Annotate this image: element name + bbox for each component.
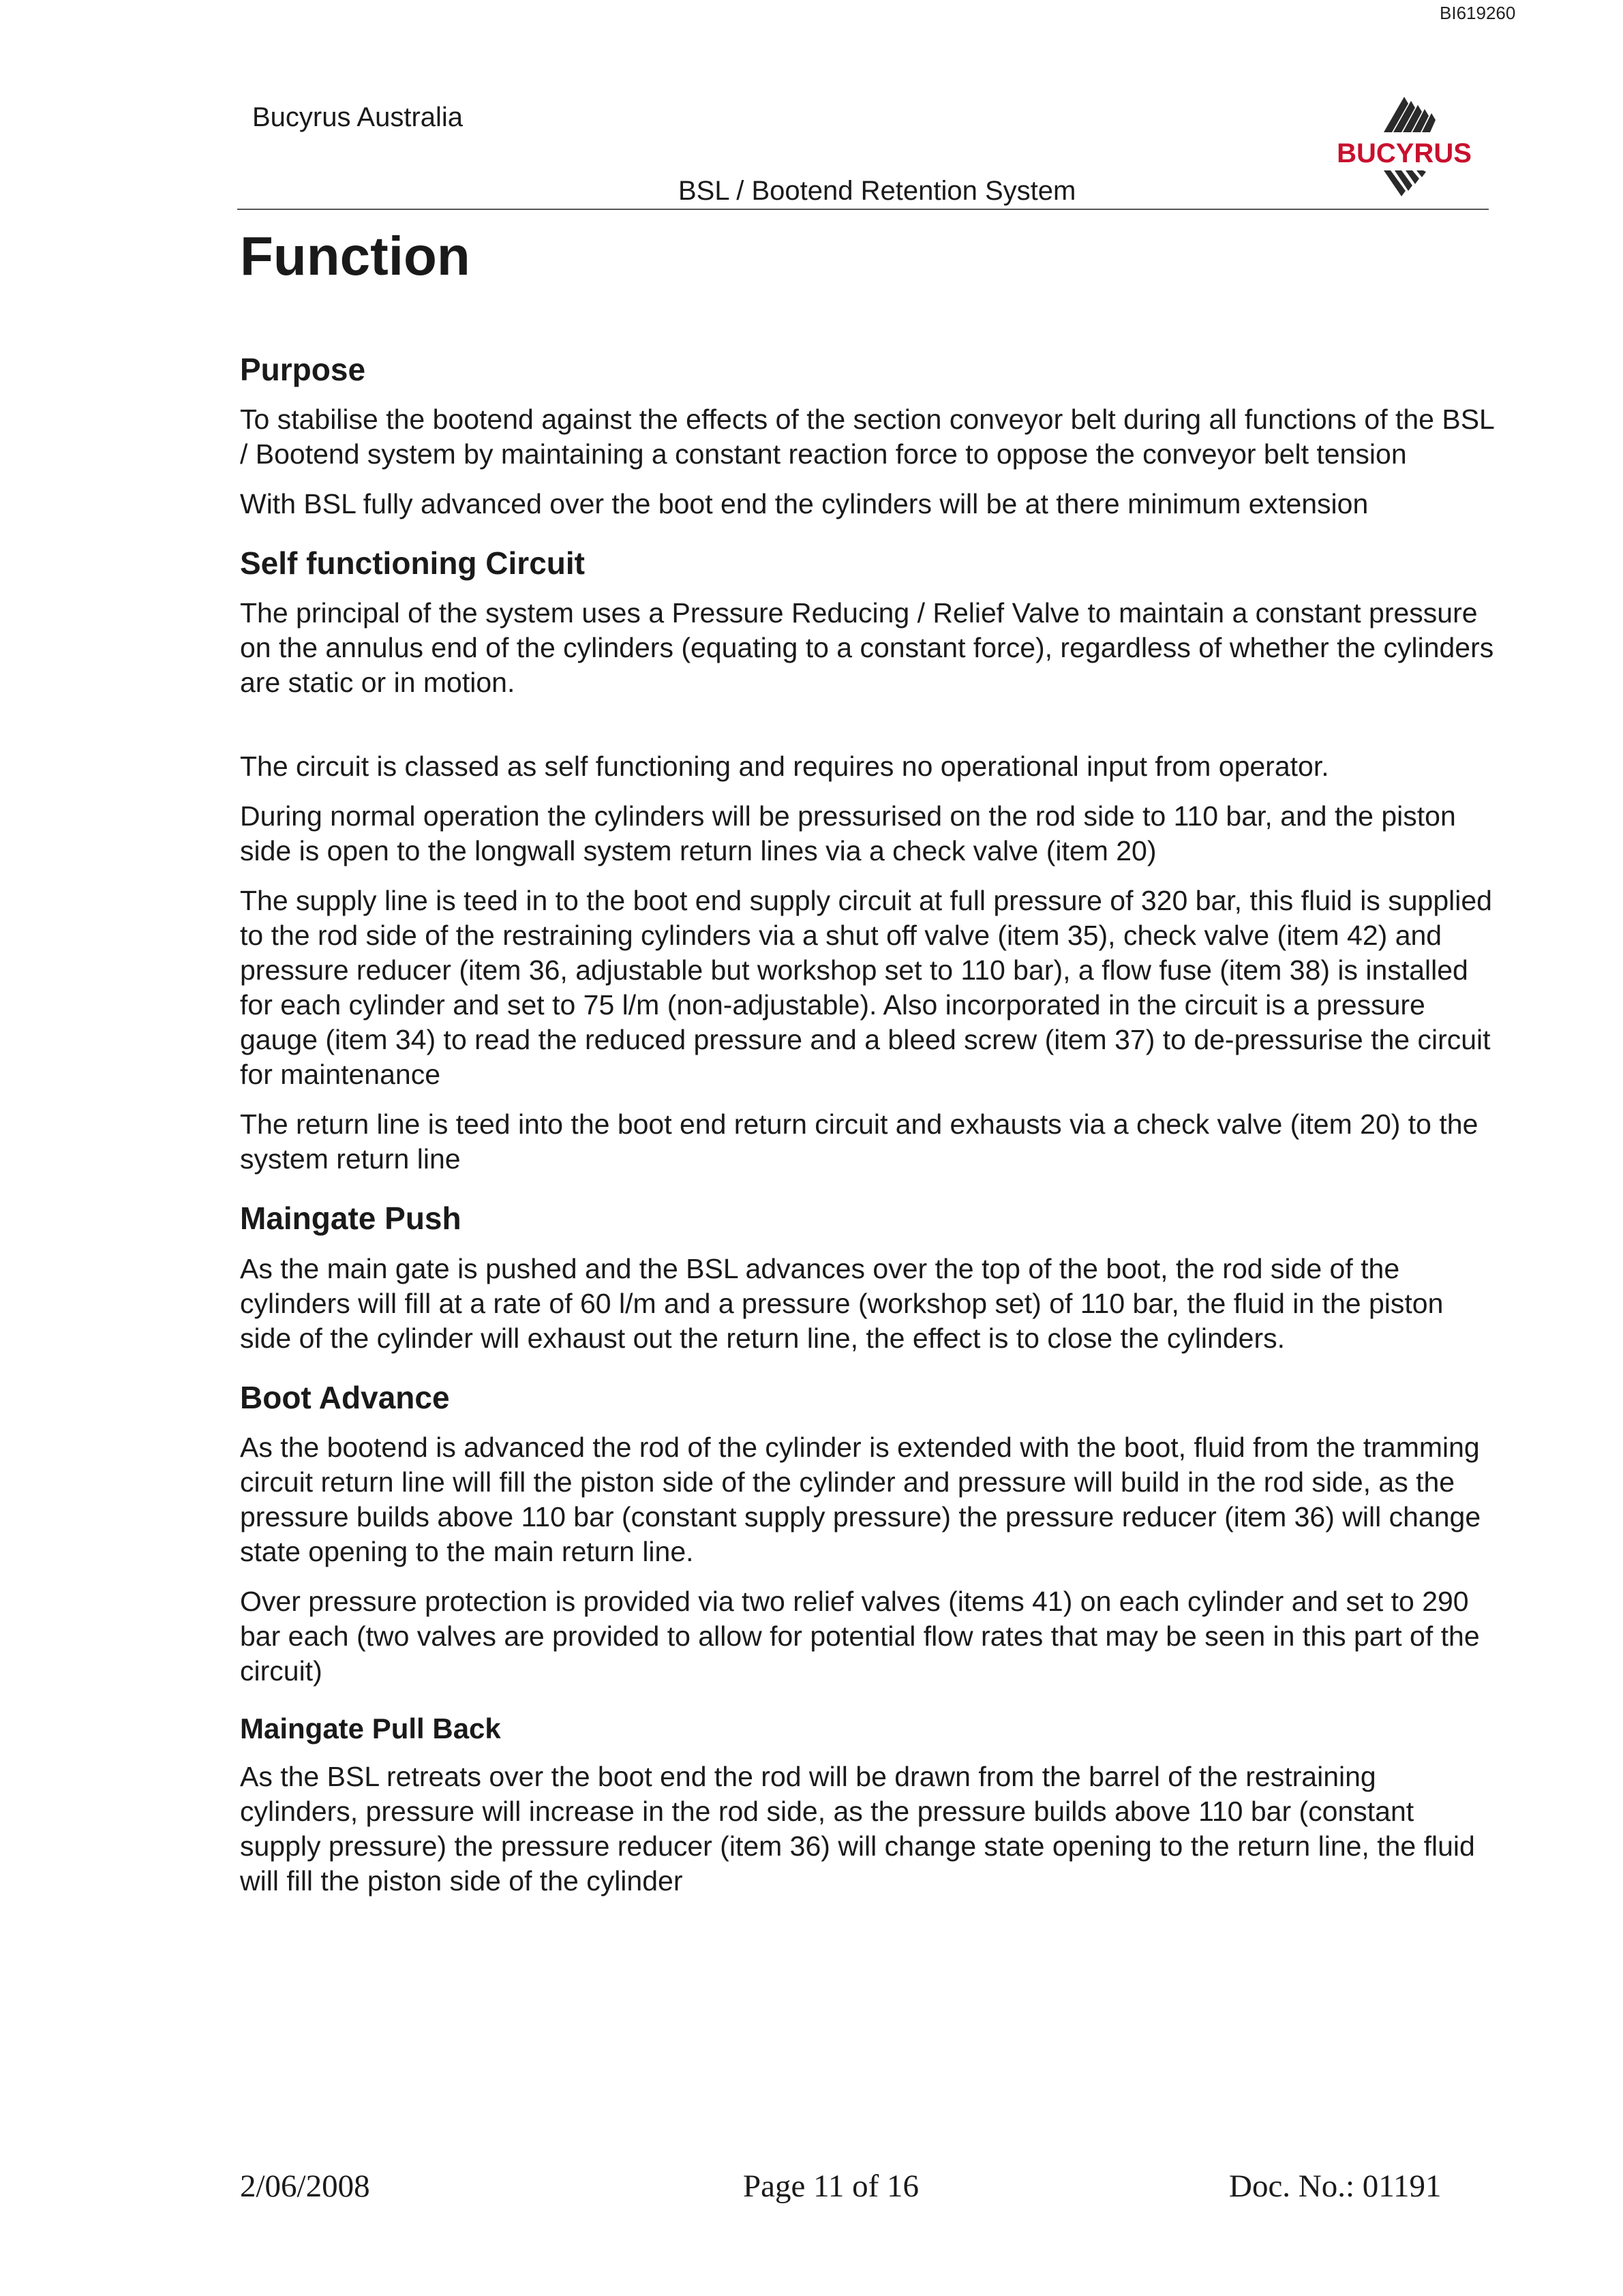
paragraph: As the bootend is advanced the rod of the cylinder is extended with the boot, fluid from the tramming circuit return line will fill the piston side of the cylinder and pressure will build in the rod side, as the pressure builds above 110 bar (constant supply pressure) the pressure reducer (item 36) will change state opening to the main return line. <box>240 1431 1481 1567</box>
footer-page-number: Page 11 of 16 <box>743 2169 920 2204</box>
spacer <box>240 715 1494 749</box>
document-id: BI619260 <box>1440 3 1516 23</box>
logo-wordmark: BUCYRUS <box>1337 138 1472 168</box>
paragraph: As the BSL retreats over the boot end the rod will be drawn from the barrel of the restraining cylinders, pressure will increase in the rod side, as the pressure builds above 110 bar (constant supply pressure) the pressure reducer (item 36) will change state opening to the return line, the fluid will fill the piston side of the cylinder <box>240 1761 1475 1897</box>
footer-doc-number: Doc. No.: 01191 <box>1229 2169 1442 2204</box>
section-heading: Maingate Push <box>240 1200 461 1237</box>
section-self-functioning <box>240 545 1494 1177</box>
footer-date: 2/06/2008 <box>240 2169 370 2204</box>
section-heading: Self functioning Circuit <box>240 545 585 581</box>
document-body <box>240 351 1494 1922</box>
section-heading: Purpose <box>240 352 366 387</box>
paragraph: To stabilise the bootend against the effects of the section conveyor belt during all functions of the BSL / Bootend system by maintaining a constant reaction force to oppose the conveyor belt tension <box>240 404 1494 470</box>
header-divider <box>237 209 1489 210</box>
section-heading: Boot Advance <box>240 1379 450 1415</box>
bucyrus-logo-icon <box>1316 94 1493 203</box>
section-purpose <box>240 351 1494 522</box>
bucyrus-logo <box>1316 94 1493 203</box>
paragraph: During normal operation the cylinders will be pressurised on the rod side to 110 bar, and the piston side is open to the longwall system return lines via a check valve (item 20) <box>240 800 1456 867</box>
paragraph: The return line is teed into the boot end return circuit and exhausts via a check valve (item 20) to the system return line <box>240 1108 1478 1175</box>
section-maingate-push <box>240 1200 1494 1355</box>
paragraph: The principal of the system uses a Pressure Reducing / Relief Valve to maintain a constant pressure on the annulus end of the cylinders (equating to a constant force), regardless of whether the cylinders are static or in motion. <box>240 597 1494 699</box>
header-title: BSL / Bootend Retention System <box>678 176 1076 206</box>
paragraph: The circuit is classed as self functioning and requires no operational input from operator. <box>240 751 1329 783</box>
company-name: Bucyrus Australia <box>252 102 464 132</box>
paragraph: The supply line is teed in to the boot end supply circuit at full pressure of 320 bar, this fluid is supplied to the rod side of the restraining cylinders via a shut off valve (item 35), check valve (item 42) and pressure reducer (item 36, adjustable but workshop set to 110 bar), a flow fuse (item 38) is installed for each cylinder and set to 75 l/m (non-adjustable). Also incorporated in the circuit is a pressure gauge (item 34) to read the reduced pressure and a bleed screw (item 37) to de-pressurise the circuit for maintenance <box>240 885 1492 1091</box>
section-boot-advance <box>240 1379 1494 1689</box>
section-heading: Maingate Pull Back <box>240 1712 501 1744</box>
paragraph: As the main gate is pushed and the BSL advances over the top of the boot, the rod side of the cylinders will fill at a rate of 60 l/m and a pressure (workshop set) of 110 bar, the fluid in the piston side of the cylinder will exhaust out the return line, the effect is to close the cylinders. <box>240 1252 1444 1354</box>
paragraph: Over pressure protection is provided via two relief valves (items 41) on each cylinder and set to 290 bar each (two valves are provided to allow for potential flow rates that may be seen in this part of the circuit) <box>240 1585 1480 1687</box>
page-title: Function <box>240 226 470 286</box>
paragraph: With BSL fully advanced over the boot end the cylinders will be at there minimum extension <box>240 488 1369 520</box>
section-maingate-pull-back <box>240 1712 1494 1899</box>
